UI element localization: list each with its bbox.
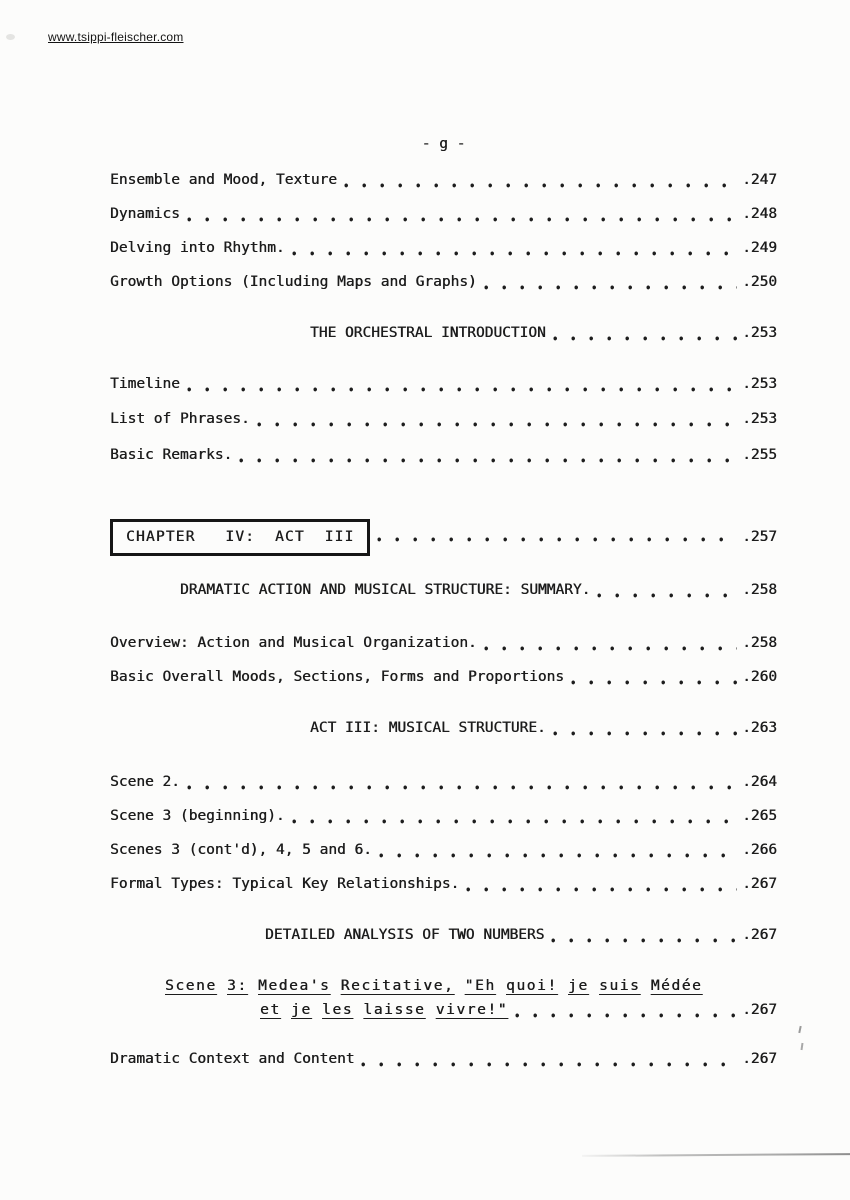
- toc-entry-page: .267: [742, 1002, 777, 1018]
- toc-entry-line1: [110, 979, 777, 994]
- scan-smudge-artifact: [6, 34, 15, 40]
- toc-entry-page: .260: [742, 669, 777, 685]
- scan-line-artifact: [582, 1153, 850, 1157]
- toc-entry: [110, 412, 777, 427]
- underlined-title-text: et je les laisse vivre!": [260, 1002, 509, 1018]
- toc-entry: [110, 636, 777, 651]
- toc-entry-label: Delving into Rhythm.: [110, 240, 285, 256]
- table-of-contents: [110, 173, 777, 1067]
- toc-entry: [110, 275, 777, 290]
- toc-entry: [110, 877, 777, 892]
- toc-entry-label: Dynamics: [110, 206, 180, 222]
- toc-entry-line2: [110, 1003, 777, 1018]
- scan-tick-artifact: [798, 1026, 801, 1033]
- toc-entry-page: .266: [742, 842, 777, 858]
- toc-entry-page: .267: [742, 1051, 777, 1067]
- toc-heading-act-iii-musical-structure: [110, 721, 777, 736]
- toc-entry-page: .253: [742, 411, 777, 427]
- page-number-label: - g -: [421, 136, 466, 152]
- dot-leader: [377, 531, 737, 545]
- toc-entry-label: Basic Remarks.: [110, 447, 233, 463]
- toc-entry-label: Growth Options (Including Maps and Graphs): [110, 274, 477, 290]
- toc-entry-page: .257: [742, 529, 777, 545]
- toc-entry-page: .263: [742, 720, 777, 736]
- toc-entry-page: .255: [742, 447, 777, 463]
- toc-entry-page: .248: [742, 206, 777, 222]
- toc-entry-label: Formal Types: Typical Key Relationships.: [110, 876, 460, 892]
- dot-leader: [551, 930, 737, 943]
- toc-entry-medea-recitative: [110, 979, 777, 1018]
- dot-leader: [379, 845, 737, 858]
- toc-entry-page: .247: [742, 172, 777, 188]
- dot-leader: [344, 175, 737, 188]
- toc-entry-label: Overview: Action and Musical Organization.: [110, 635, 477, 651]
- toc-entry-label: List of Phrases.: [110, 411, 250, 427]
- toc-entry-chapter-iv: [110, 519, 777, 556]
- toc-entry-label: Scene 2.: [110, 774, 180, 790]
- dot-leader: [361, 1054, 737, 1067]
- dot-leader: [484, 638, 737, 651]
- toc-entry: [110, 207, 777, 222]
- toc-entry: [110, 173, 777, 188]
- toc-entry-label: Scene 3 (beginning).: [110, 808, 285, 824]
- toc-entry: [110, 448, 777, 463]
- toc-entry: [110, 809, 777, 824]
- toc-entry-page: .253: [742, 376, 777, 392]
- dot-leader: [239, 450, 737, 463]
- toc-heading-orchestral-introduction: [110, 326, 777, 341]
- toc-entry-page: .264: [742, 774, 777, 790]
- dot-leader: [292, 811, 737, 824]
- dot-leader: [571, 672, 737, 685]
- dot-leader: [257, 414, 737, 427]
- dot-leader: [597, 585, 737, 598]
- underlined-title-text: Scene 3: Medea's Recitative, "Eh quoi! je suis Médée: [165, 978, 703, 994]
- toc-heading-detailed-analysis: [110, 928, 777, 943]
- toc-entry-page: .249: [742, 240, 777, 256]
- toc-entry-label: Basic Overall Moods, Sections, Forms and Proportions: [110, 669, 564, 685]
- scan-tick-artifact: [801, 1043, 804, 1050]
- toc-entry-label: Ensemble and Mood, Texture: [110, 172, 337, 188]
- toc-entry: [110, 775, 777, 790]
- toc-entry-label: Scenes 3 (cont'd), 4, 5 and 6.: [110, 842, 372, 858]
- dot-leader: [515, 1005, 737, 1018]
- toc-entry: [110, 1052, 777, 1067]
- toc-heading-label: DRAMATIC ACTION AND MUSICAL STRUCTURE: SUMMARY.: [180, 582, 591, 598]
- toc-entry-label: Dramatic Context and Content: [110, 1051, 355, 1067]
- dot-leader: [187, 777, 737, 790]
- toc-entry: [110, 670, 777, 685]
- toc-entry-page: .265: [742, 808, 777, 824]
- chapter-box: CHAPTER IV: ACT III: [110, 519, 370, 556]
- dot-leader: [187, 209, 737, 222]
- dot-leader: [484, 277, 737, 290]
- toc-entry: [110, 241, 777, 256]
- site-link[interactable]: www.tsippi-fleischer.com: [48, 30, 184, 44]
- dot-leader: [466, 879, 737, 892]
- dot-leader: [292, 243, 737, 256]
- toc-heading-label: DETAILED ANALYSIS OF TWO NUMBERS: [265, 927, 545, 943]
- toc-entry-page: .250: [742, 274, 777, 290]
- dot-leader: [553, 328, 737, 341]
- toc-entry-label: Timeline: [110, 376, 180, 392]
- toc-entry-page: .267: [742, 876, 777, 892]
- dot-leader: [553, 723, 737, 736]
- toc-entry-page: .267: [742, 927, 777, 943]
- toc-entry: [110, 843, 777, 858]
- toc-heading-label: THE ORCHESTRAL INTRODUCTION: [310, 325, 546, 341]
- toc-heading-dramatic-action-summary: [110, 583, 777, 598]
- toc-entry-page: .258: [742, 582, 777, 598]
- toc-entry: [110, 377, 777, 392]
- dot-leader: [187, 379, 737, 392]
- toc-entry-page: .253: [742, 325, 777, 341]
- toc-entry-page: .258: [742, 635, 777, 651]
- toc-heading-label: ACT III: MUSICAL STRUCTURE.: [310, 720, 546, 736]
